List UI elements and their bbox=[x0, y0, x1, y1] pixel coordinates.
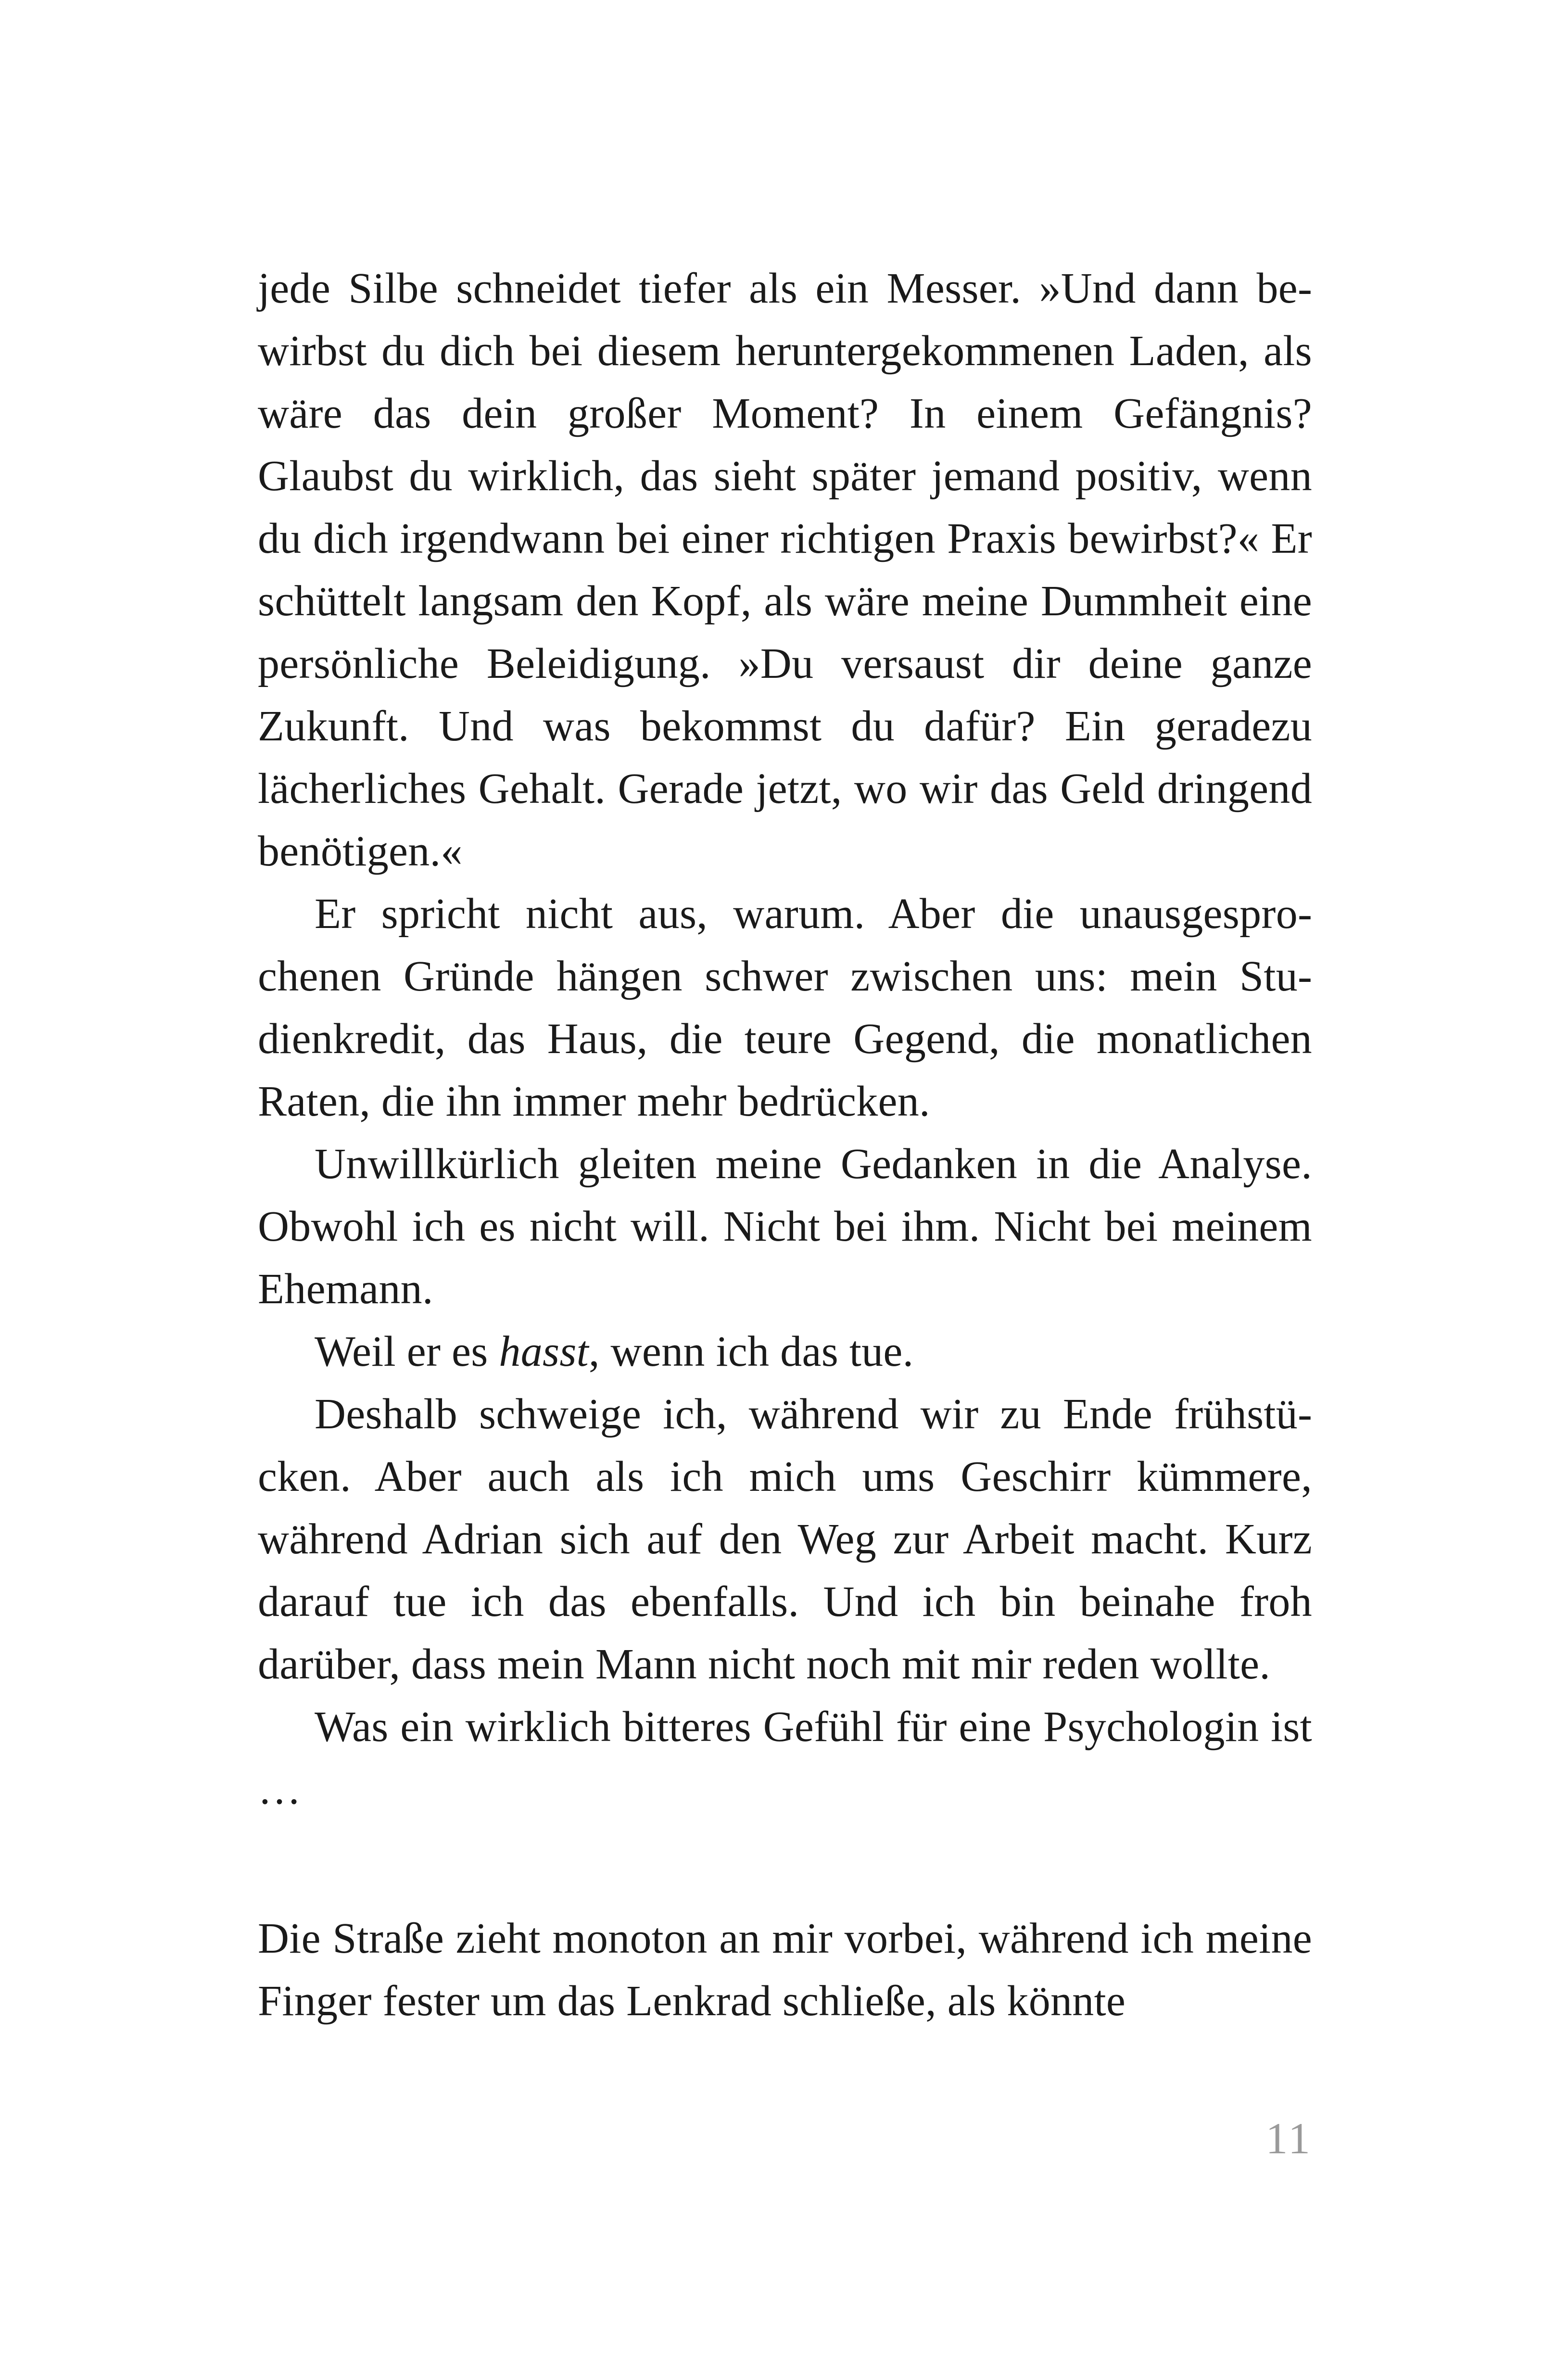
paragraph-hates-it: Weil er es hasst, wenn ich das tue. bbox=[315, 1328, 914, 1375]
page-number: 11 bbox=[1265, 2114, 1312, 2163]
paragraph-bitter-feeling: Was ein wirklich bitteres Gefühl für eine Psychologin ist … bbox=[258, 1703, 1312, 1813]
body-text-top bbox=[258, 257, 1312, 1821]
paragraph-analysis: Unwillkürlich gleiten meine Gedanken in die Analyse. Obwohl ich es nicht will. Nicht bei ihm. Nicht bei meinem Ehemann. bbox=[258, 1140, 1312, 1313]
body-text-new-section bbox=[258, 1907, 1312, 2033]
paragraph-breakfast: Deshalb schweige ich, während wir zu Ende frühstücken. Aber auch als ich mich ums Geschirr kümmere, während Adrian sich auf den Weg zur Arbeit macht. Kurz darauf tue ich das ebenfalls. Und ich bin beinahe froh darüber, dass mein Mann nicht noch mit mir reden wollte. bbox=[258, 1390, 1312, 1688]
paragraph-unspoken-reasons: Er spricht nicht aus, warum. Aber die unausgesprochenen Gründe hängen schwer zwischen uns: mein Studienkredit, das Haus, die teure Gegend, die monatlichen Raten, die ihn immer mehr bedrücken. bbox=[258, 890, 1312, 1125]
emphasis-word: hasst bbox=[499, 1328, 589, 1375]
paragraph-street: Die Straße zieht monoton an mir vorbei, während ich meine Finger fester um das Lenkrad schließe, als könnte bbox=[258, 1915, 1312, 2025]
paragraph-dialogue: jede Silbe schneidet tiefer als ein Messer. »Und dann bewirbst du dich bei diesem heruntergekommenen Laden, als wäre das dein großer Moment? In einem Gefängnis? Glaubst du wirklich, das sieht später jemand positiv, wenn du dich irgendwann bei einer richtigen Praxis bewirbst?« Er schüttelt langsam den Kopf, als wäre meine Dummheit eine persönliche Beleidigung. »Du versaust dir deine ganze Zukunft. Und was bekommst du dafür? Ein geradezu lächerliches Gehalt. Gerade jetzt, wo wir das Geld dringend benötigen.« bbox=[258, 265, 1312, 875]
